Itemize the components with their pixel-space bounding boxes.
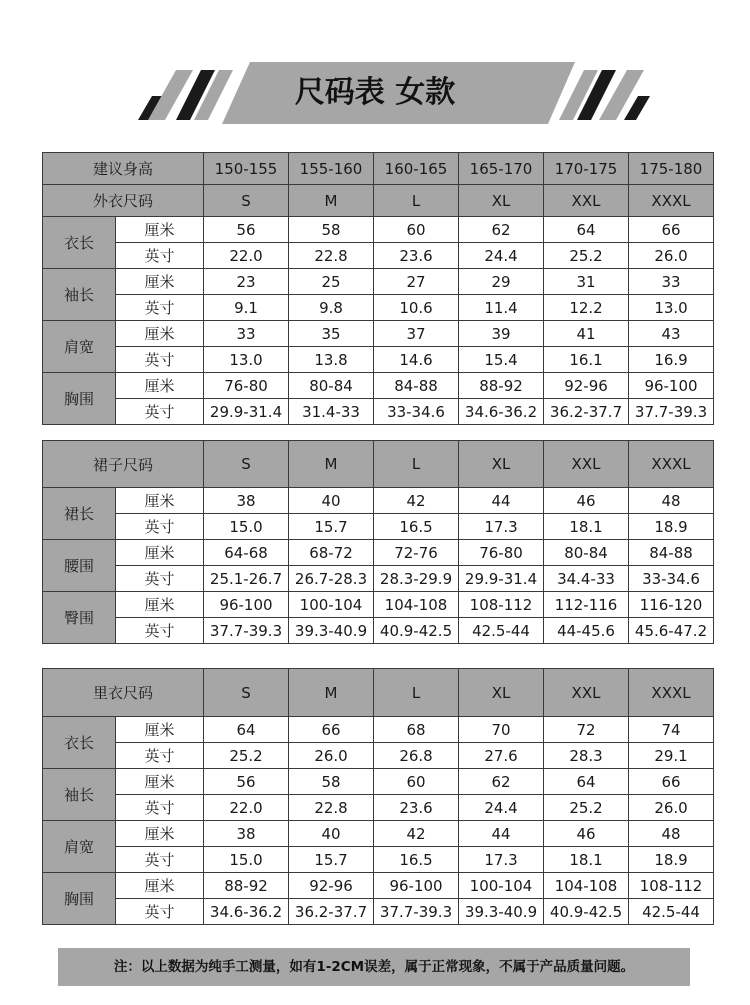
size-value-cell: 58 (289, 769, 374, 795)
table-row (43, 514, 714, 540)
size-value-cell: 25.1-26.7 (204, 566, 289, 592)
header-cell: 150-155 (204, 153, 289, 185)
table-row (43, 821, 714, 847)
size-value-cell: 29 (459, 269, 544, 295)
table-row (43, 217, 714, 243)
unit-label: 英寸 (116, 847, 204, 873)
table-row (43, 743, 714, 769)
unit-label: 英寸 (116, 743, 204, 769)
header-cell: L (374, 185, 459, 217)
size-value-cell: 44-45.6 (544, 618, 629, 644)
size-value-cell: 46 (544, 488, 629, 514)
table-row (43, 795, 714, 821)
unit-label: 英寸 (116, 514, 204, 540)
size-value-cell: 62 (459, 769, 544, 795)
size-value-cell: 48 (629, 488, 714, 514)
size-value-cell: 23.6 (374, 243, 459, 269)
table-row (43, 592, 714, 618)
unit-label: 英寸 (116, 295, 204, 321)
size-value-cell: 42 (374, 488, 459, 514)
size-value-cell: 36.2-37.7 (289, 899, 374, 925)
size-value-cell: 33-34.6 (374, 399, 459, 425)
header-cell: XL (459, 185, 544, 217)
size-value-cell: 25.2 (204, 743, 289, 769)
size-value-cell: 88-92 (459, 373, 544, 399)
size-value-cell: 96-100 (629, 373, 714, 399)
header-row (43, 669, 714, 717)
header-cell: M (289, 441, 374, 488)
size-value-cell: 16.5 (374, 514, 459, 540)
size-value-cell: 92-96 (544, 373, 629, 399)
header-row (43, 153, 714, 185)
size-value-cell: 40.9-42.5 (374, 618, 459, 644)
size-value-cell: 15.4 (459, 347, 544, 373)
header-cell: L (374, 669, 459, 717)
table-row (43, 873, 714, 899)
size-value-cell: 10.6 (374, 295, 459, 321)
size-value-cell: 13.8 (289, 347, 374, 373)
size-value-cell: 36.2-37.7 (544, 399, 629, 425)
size-value-cell: 26.0 (629, 243, 714, 269)
size-value-cell: 27 (374, 269, 459, 295)
header-label: 建议身高 (43, 153, 204, 185)
unit-label: 厘米 (116, 717, 204, 743)
unit-label: 英寸 (116, 618, 204, 644)
size-value-cell: 26.0 (629, 795, 714, 821)
size-value-cell: 76-80 (204, 373, 289, 399)
size-value-cell: 64-68 (204, 540, 289, 566)
unit-label: 厘米 (116, 821, 204, 847)
size-value-cell: 74 (629, 717, 714, 743)
table-row (43, 618, 714, 644)
measurement-group-label: 腰围 (43, 540, 116, 592)
header-cell: XXL (544, 669, 629, 717)
header-cell: S (204, 185, 289, 217)
size-value-cell: 39.3-40.9 (289, 618, 374, 644)
size-value-cell: 22.0 (204, 243, 289, 269)
unit-label: 厘米 (116, 769, 204, 795)
header-cell: M (289, 669, 374, 717)
size-value-cell: 92-96 (289, 873, 374, 899)
size-value-cell: 27.6 (459, 743, 544, 769)
size-value-cell: 42.5-44 (459, 618, 544, 644)
size-value-cell: 64 (204, 717, 289, 743)
size-value-cell: 16.1 (544, 347, 629, 373)
size-value-cell: 11.4 (459, 295, 544, 321)
size-value-cell: 13.0 (204, 347, 289, 373)
table-row (43, 269, 714, 295)
header-cell: XXL (544, 185, 629, 217)
size-value-cell: 96-100 (204, 592, 289, 618)
size-value-cell: 37.7-39.3 (629, 399, 714, 425)
size-value-cell: 62 (459, 217, 544, 243)
size-value-cell: 40 (289, 821, 374, 847)
unit-label: 厘米 (116, 217, 204, 243)
size-value-cell: 23.6 (374, 795, 459, 821)
measurement-group-label: 胸围 (43, 873, 116, 925)
header-cell: 175-180 (629, 153, 714, 185)
size-value-cell: 112-116 (544, 592, 629, 618)
size-value-cell: 37 (374, 321, 459, 347)
size-value-cell: 66 (289, 717, 374, 743)
size-value-cell: 18.9 (629, 847, 714, 873)
size-value-cell: 40.9-42.5 (544, 899, 629, 925)
size-value-cell: 9.1 (204, 295, 289, 321)
page-title: 尺码表 女款 (294, 75, 456, 110)
size-value-cell: 41 (544, 321, 629, 347)
size-value-cell: 104-108 (374, 592, 459, 618)
table-row (43, 399, 714, 425)
measurement-group-label: 衣长 (43, 717, 116, 769)
header-cell: 155-160 (289, 153, 374, 185)
size-value-cell: 23 (204, 269, 289, 295)
size-value-cell: 34.6-36.2 (204, 899, 289, 925)
measurement-group-label: 袖长 (43, 769, 116, 821)
header-cell: 165-170 (459, 153, 544, 185)
size-value-cell: 14.6 (374, 347, 459, 373)
table-row (43, 373, 714, 399)
size-value-cell: 31 (544, 269, 629, 295)
size-value-cell: 12.2 (544, 295, 629, 321)
size-value-cell: 39.3-40.9 (459, 899, 544, 925)
unit-label: 英寸 (116, 243, 204, 269)
header-cell: M (289, 185, 374, 217)
header-cell: XL (459, 441, 544, 488)
size-value-cell: 58 (289, 217, 374, 243)
size-value-cell: 22.8 (289, 795, 374, 821)
size-value-cell: 68-72 (289, 540, 374, 566)
table-row (43, 295, 714, 321)
innerwear-size-table (42, 668, 714, 925)
header-row (43, 441, 714, 488)
table-row (43, 347, 714, 373)
size-value-cell: 9.8 (289, 295, 374, 321)
size-value-cell: 25.2 (544, 795, 629, 821)
size-value-cell: 25 (289, 269, 374, 295)
size-value-cell: 84-88 (629, 540, 714, 566)
size-value-cell: 33 (629, 269, 714, 295)
unit-label: 厘米 (116, 592, 204, 618)
unit-label: 厘米 (116, 373, 204, 399)
size-value-cell: 18.9 (629, 514, 714, 540)
size-value-cell: 72-76 (374, 540, 459, 566)
header-label: 裙子尺码 (43, 441, 204, 488)
header-label: 外衣尺码 (43, 185, 204, 217)
size-value-cell: 76-80 (459, 540, 544, 566)
size-value-cell: 28.3 (544, 743, 629, 769)
size-value-cell: 38 (204, 488, 289, 514)
size-value-cell: 44 (459, 488, 544, 514)
size-value-cell: 88-92 (204, 873, 289, 899)
measurement-group-label: 臀围 (43, 592, 116, 644)
size-value-cell: 45.6-47.2 (629, 618, 714, 644)
size-value-cell: 72 (544, 717, 629, 743)
measurement-group-label: 肩宽 (43, 321, 116, 373)
size-value-cell: 37.7-39.3 (204, 618, 289, 644)
skirt-size-table (42, 440, 714, 644)
table-row (43, 847, 714, 873)
unit-label: 厘米 (116, 540, 204, 566)
size-value-cell: 15.0 (204, 847, 289, 873)
size-value-cell: 100-104 (459, 873, 544, 899)
size-value-cell: 28.3-29.9 (374, 566, 459, 592)
size-value-cell: 15.7 (289, 514, 374, 540)
right-stripe-4 (624, 96, 650, 120)
size-value-cell: 116-120 (629, 592, 714, 618)
table-row (43, 769, 714, 795)
table-row (43, 488, 714, 514)
size-value-cell: 24.4 (459, 795, 544, 821)
size-value-cell: 84-88 (374, 373, 459, 399)
size-value-cell: 96-100 (374, 873, 459, 899)
size-value-cell: 66 (629, 769, 714, 795)
header-cell: L (374, 441, 459, 488)
header-cell: XXXL (629, 441, 714, 488)
size-value-cell: 16.5 (374, 847, 459, 873)
outerwear-size-table (42, 152, 714, 425)
size-value-cell: 24.4 (459, 243, 544, 269)
table-row (43, 243, 714, 269)
size-value-cell: 16.9 (629, 347, 714, 373)
table-row (43, 566, 714, 592)
header-cell: XXL (544, 441, 629, 488)
size-value-cell: 15.0 (204, 514, 289, 540)
size-value-cell: 68 (374, 717, 459, 743)
size-value-cell: 80-84 (544, 540, 629, 566)
size-value-cell: 33 (204, 321, 289, 347)
size-value-cell: 22.0 (204, 795, 289, 821)
size-value-cell: 56 (204, 217, 289, 243)
measurement-group-label: 衣长 (43, 217, 116, 269)
title-banner (0, 60, 750, 126)
size-value-cell: 33-34.6 (629, 566, 714, 592)
size-value-cell: 26.7-28.3 (289, 566, 374, 592)
size-value-cell: 26.8 (374, 743, 459, 769)
size-value-cell: 100-104 (289, 592, 374, 618)
table-row (43, 717, 714, 743)
measurement-group-label: 胸围 (43, 373, 116, 425)
table-row (43, 321, 714, 347)
header-cell: S (204, 669, 289, 717)
size-value-cell: 18.1 (544, 514, 629, 540)
size-value-cell: 38 (204, 821, 289, 847)
table-row (43, 540, 714, 566)
size-value-cell: 43 (629, 321, 714, 347)
header-label: 里衣尺码 (43, 669, 204, 717)
size-value-cell: 60 (374, 217, 459, 243)
size-value-cell: 64 (544, 217, 629, 243)
unit-label: 厘米 (116, 873, 204, 899)
size-value-cell: 17.3 (459, 847, 544, 873)
size-value-cell: 46 (544, 821, 629, 847)
header-cell: S (204, 441, 289, 488)
header-cell: 160-165 (374, 153, 459, 185)
size-value-cell: 44 (459, 821, 544, 847)
size-value-cell: 35 (289, 321, 374, 347)
size-value-cell: 29.1 (629, 743, 714, 769)
header-cell: 170-175 (544, 153, 629, 185)
size-value-cell: 40 (289, 488, 374, 514)
table-row (43, 899, 714, 925)
size-value-cell: 48 (629, 821, 714, 847)
unit-label: 英寸 (116, 795, 204, 821)
unit-label: 厘米 (116, 321, 204, 347)
size-value-cell: 42 (374, 821, 459, 847)
size-value-cell: 108-112 (629, 873, 714, 899)
size-value-cell: 42.5-44 (629, 899, 714, 925)
measurement-note: 注：以上数据为纯手工测量，如有1-2CM误差，属于正常现象，不属于产品质量问题。 (58, 948, 690, 986)
size-value-cell: 34.4-33 (544, 566, 629, 592)
header-row (43, 185, 714, 217)
size-value-cell: 29.9-31.4 (459, 566, 544, 592)
size-value-cell: 26.0 (289, 743, 374, 769)
unit-label: 英寸 (116, 399, 204, 425)
size-value-cell: 31.4-33 (289, 399, 374, 425)
measurement-group-label: 袖长 (43, 269, 116, 321)
size-value-cell: 17.3 (459, 514, 544, 540)
size-value-cell: 22.8 (289, 243, 374, 269)
size-value-cell: 60 (374, 769, 459, 795)
size-value-cell: 56 (204, 769, 289, 795)
size-value-cell: 29.9-31.4 (204, 399, 289, 425)
unit-label: 英寸 (116, 347, 204, 373)
header-cell: XL (459, 669, 544, 717)
size-value-cell: 80-84 (289, 373, 374, 399)
size-value-cell: 64 (544, 769, 629, 795)
unit-label: 厘米 (116, 488, 204, 514)
size-value-cell: 37.7-39.3 (374, 899, 459, 925)
header-cell: XXXL (629, 669, 714, 717)
size-value-cell: 70 (459, 717, 544, 743)
size-value-cell: 39 (459, 321, 544, 347)
measurement-group-label: 裙长 (43, 488, 116, 540)
size-value-cell: 104-108 (544, 873, 629, 899)
unit-label: 厘米 (116, 269, 204, 295)
unit-label: 英寸 (116, 899, 204, 925)
size-value-cell: 25.2 (544, 243, 629, 269)
size-value-cell: 34.6-36.2 (459, 399, 544, 425)
unit-label: 英寸 (116, 566, 204, 592)
size-value-cell: 13.0 (629, 295, 714, 321)
size-value-cell: 66 (629, 217, 714, 243)
size-value-cell: 15.7 (289, 847, 374, 873)
size-value-cell: 108-112 (459, 592, 544, 618)
size-value-cell: 18.1 (544, 847, 629, 873)
measurement-group-label: 肩宽 (43, 821, 116, 873)
header-cell: XXXL (629, 185, 714, 217)
